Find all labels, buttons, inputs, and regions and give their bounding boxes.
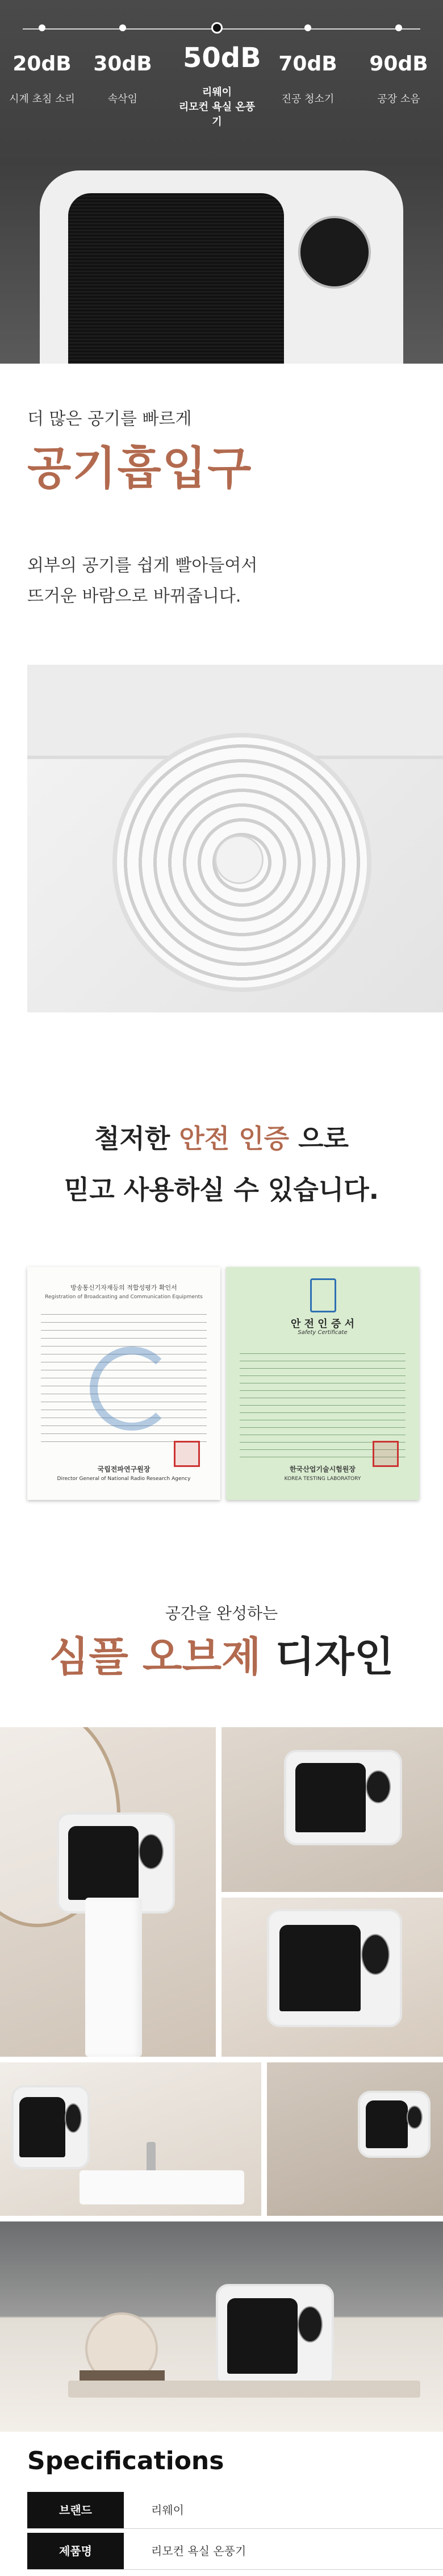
noise-level-section <box>0 0 443 364</box>
design-title-accent: 심플 오브제 <box>49 1633 261 1681</box>
noise-db-30: 30dB <box>93 52 152 76</box>
cert2-title: 안 전 인 증 서 <box>290 1318 354 1330</box>
lifestyle-photo-wall <box>267 2062 443 2216</box>
noise-dot-70 <box>304 24 311 31</box>
spec-row-product <box>27 2533 443 2570</box>
broadcast-certificate <box>27 1267 220 1500</box>
safety-title-line2: 믿고 사용하실 수 있습니다. <box>64 1174 379 1205</box>
noise-desc-70: 진공 청소기 <box>281 93 335 105</box>
design-title <box>0 1624 443 1683</box>
lifestyle-photo-table <box>0 2221 443 2432</box>
heater-image <box>11 2085 90 2169</box>
safety-certificate <box>226 1267 419 1500</box>
safety-prefix: 철저한 <box>94 1123 179 1154</box>
heater-knob <box>366 1770 391 1803</box>
noise-dot-30 <box>119 24 126 31</box>
heater-knob <box>139 1834 164 1869</box>
noise-desc-30: 속삭임 <box>107 93 138 105</box>
official-stamp-icon <box>373 1441 399 1467</box>
air-intake-photo <box>27 665 443 1012</box>
cert1-org: 국립전파연구원장 <box>97 1465 151 1473</box>
heater-image <box>267 1909 402 2027</box>
cert1-org-en: Director General of National Radio Research Agency <box>57 1476 191 1482</box>
heater-front <box>68 1826 139 1899</box>
cert1-subheader: Registration of Broadcasting and Communication Equipments <box>45 1294 203 1300</box>
lifestyle-photo-towel <box>0 1727 216 2057</box>
heater-front <box>19 2097 65 2157</box>
design-eyebrow: 공간을 완성하는 <box>165 1604 278 1623</box>
lifestyle-photo-closeup <box>222 1898 443 2057</box>
heater-image <box>216 2284 334 2388</box>
sink-basin <box>80 2170 244 2204</box>
noise-db-70: 70dB <box>278 52 337 76</box>
noise-dot-90 <box>395 24 402 31</box>
lifestyle-photo-sink <box>0 2062 261 2216</box>
spec-label: 브랜드 <box>27 2492 124 2528</box>
intake-eyebrow: 더 많은 공기를 빠르게 <box>27 409 192 429</box>
noise-desc-50 <box>177 85 257 130</box>
lifestyle-photo-hand <box>222 1727 443 1892</box>
noise-db-20: 20dB <box>12 52 72 76</box>
spec-label: 제품명 <box>27 2533 124 2569</box>
spec-value: 리웨이 <box>151 2503 184 2517</box>
table-top <box>68 2381 420 2398</box>
intake-desc-line1: 외부의 공기를 쉽게 빨아들여서 <box>27 556 258 576</box>
noise-desc-50-line2: 리모컨 욕실 온풍기 <box>178 101 256 128</box>
heater-front <box>279 1925 361 2011</box>
books-decor <box>80 2370 165 2382</box>
cert2-subtitle: Safety Certificate <box>298 1329 348 1336</box>
spec-value: 리모컨 욕실 온풍기 <box>151 2544 246 2558</box>
heater-control-knob <box>298 216 371 289</box>
specifications-title: Specifications <box>27 2446 224 2475</box>
heater-front <box>227 2298 298 2374</box>
intake-hub <box>215 835 264 884</box>
cert2-org: 한국산업기술시험원장 <box>290 1465 356 1473</box>
heater-image <box>284 1750 402 1845</box>
design-title-rest: 디자인 <box>261 1633 394 1681</box>
noise-db-90: 90dB <box>369 52 428 76</box>
noise-desc-90: 공장 소음 <box>377 93 420 105</box>
noise-db-50: 50dB <box>183 42 261 74</box>
noise-dot-20 <box>39 24 45 31</box>
safety-title-line1 <box>0 1118 443 1156</box>
safety-suffix: 으로 <box>289 1123 349 1154</box>
hanging-towel <box>85 1898 142 2057</box>
cert2-org-en: KOREA TESTING LABORATORY <box>284 1476 361 1482</box>
kc-logo-icon <box>310 1278 336 1312</box>
noise-desc-50-line1: 리웨이 <box>202 86 232 98</box>
safety-accent: 안전 인증 <box>179 1123 290 1154</box>
heater-knob <box>298 2306 323 2342</box>
heater-knob <box>65 2103 82 2133</box>
cert1-header: 방송통신기자재등의 적합성평가 확인서 <box>70 1284 177 1291</box>
heater-knob <box>361 1934 390 1975</box>
intake-desc-line2: 뜨거운 바람으로 바뀌줍니다. <box>27 586 241 606</box>
heater-front <box>366 2100 408 2148</box>
heater-knob <box>407 2106 423 2129</box>
noise-dot-50-active <box>211 22 223 34</box>
spec-row-brand <box>27 2492 443 2529</box>
noise-desc-20: 시계 초침 소리 <box>9 93 75 105</box>
kc-watermark-icon <box>90 1347 174 1431</box>
intake-headline: 공기흡입구 <box>27 442 253 495</box>
heater-grille <box>68 193 284 364</box>
heater-front <box>295 1763 366 1832</box>
official-stamp-icon <box>174 1441 200 1467</box>
heater-image <box>358 2091 431 2158</box>
